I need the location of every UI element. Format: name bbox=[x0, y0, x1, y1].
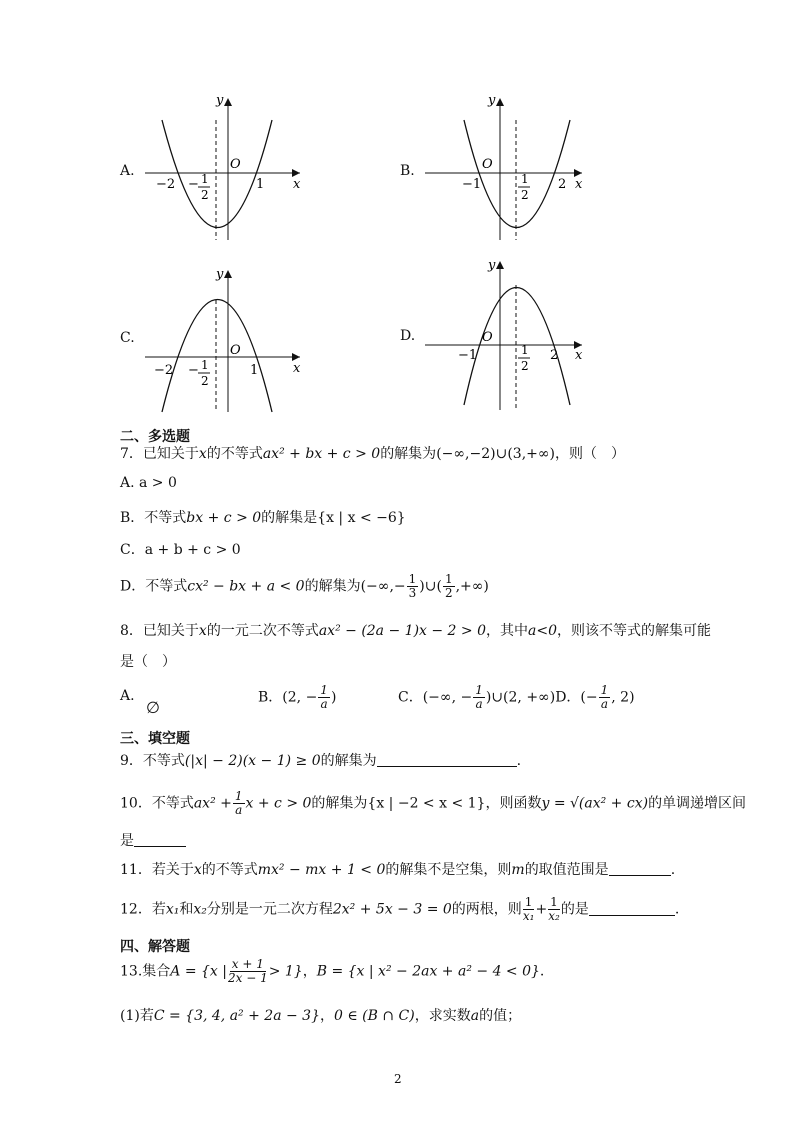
graph-d bbox=[420, 255, 600, 415]
svg-text:x: x bbox=[575, 348, 583, 363]
svg-text:O: O bbox=[230, 343, 241, 358]
graph-a bbox=[140, 90, 320, 250]
svg-text:2: 2 bbox=[550, 348, 559, 363]
question-8-stem: 8．已知关于x的一元二次不等式ax² − (2a − 1)x − 2 > 0，其中a<0，则该不等式的解集可能 bbox=[120, 623, 711, 639]
question-7-option-c: C．a + b + c > 0 bbox=[120, 542, 241, 558]
section-heading-multi: 二、多选题 bbox=[120, 429, 190, 445]
svg-text:y: y bbox=[488, 93, 496, 108]
graph-a-option: A. bbox=[120, 163, 135, 179]
svg-text:1: 1 bbox=[521, 172, 529, 186]
svg-text:x: x bbox=[293, 361, 301, 376]
section-heading-solve: 四、解答题 bbox=[120, 939, 190, 955]
svg-text:1: 1 bbox=[256, 177, 265, 192]
answer-blank[interactable] bbox=[134, 832, 186, 847]
svg-text:y: y bbox=[216, 267, 224, 282]
answer-blank[interactable] bbox=[377, 752, 517, 767]
question-7-option-d: D．不等式cx² − bx + a < 0的解集为(−∞,− $\frac{1}{3}$ )∪( $\frac{1}{2}$ ,+∞) bbox=[120, 572, 489, 600]
graph-c-option: C. bbox=[120, 330, 135, 346]
question-7-stem: 7．已知关于x的不等式ax² + bx + c > 0的解集为(−∞,−2)∪(3,+∞)，则（ ） bbox=[120, 446, 625, 462]
page-number: 2 bbox=[394, 1072, 402, 1086]
graph-d-option: D. bbox=[400, 328, 416, 344]
svg-text:O: O bbox=[482, 157, 493, 172]
question-10: 10．不等式ax² + $\frac{1}{a}$ x + c > 0的解集为{x | −2 < x < 1}，则函数y = √(ax² + cx)的单调递增区间 bbox=[120, 789, 747, 817]
question-8-option-a: A. bbox=[120, 688, 135, 704]
section-heading-fill: 三、填空题 bbox=[120, 731, 190, 747]
svg-text:−2: −2 bbox=[154, 363, 174, 378]
svg-text:2: 2 bbox=[521, 188, 529, 202]
question-8-option-b: B．(2, − $\frac{1}{a}$ ) bbox=[258, 683, 337, 711]
answer-blank[interactable] bbox=[609, 861, 671, 876]
answer-blank[interactable] bbox=[589, 901, 675, 916]
svg-text:−2: −2 bbox=[156, 177, 176, 192]
question-13-part-1: (1)若C = {3, 4, a² + 2a − 3}，0 ∈ (B ∩ C)，求实数a的值； bbox=[120, 1008, 522, 1024]
svg-text:O: O bbox=[230, 157, 241, 172]
graph-c bbox=[140, 262, 320, 422]
svg-text:1: 1 bbox=[250, 363, 259, 378]
svg-text:2: 2 bbox=[558, 177, 567, 192]
question-13-stem: 13.集合A = {x | $\frac{x + 1}{2x - 1}$ > 1}，B = {x | x² − 2ax + a² − 4 < 0}. bbox=[120, 957, 545, 985]
svg-text:−: − bbox=[188, 363, 199, 378]
question-7-option-a: A. a > 0 bbox=[120, 475, 177, 491]
svg-text:1: 1 bbox=[201, 172, 209, 186]
question-12: 12．若x₁和x₂分别是一元二次方程2x² + 5x − 3 = 0的两根，则 $\frac{1}{\text{x₁}}$ + $\frac{1}{\text{x₂}}$ 的是 . bbox=[120, 895, 680, 923]
svg-text:y: y bbox=[488, 258, 496, 273]
question-10-cont: 是 bbox=[120, 830, 186, 850]
question-11: 11．若关于x的不等式mx² − mx + 1 < 0的解集不是空集，则m的取值范围是 . bbox=[120, 862, 676, 878]
svg-text:x: x bbox=[575, 177, 583, 192]
parabola-curve bbox=[162, 120, 272, 228]
svg-text:2: 2 bbox=[521, 359, 529, 373]
graph-b-option: B. bbox=[400, 163, 415, 179]
svg-text:2: 2 bbox=[201, 374, 209, 388]
question-8-option-a-value: ∅ bbox=[146, 698, 160, 717]
svg-text:y: y bbox=[216, 93, 224, 108]
svg-text:−1: −1 bbox=[462, 177, 482, 192]
svg-text:2: 2 bbox=[201, 188, 209, 202]
graph-b bbox=[420, 90, 600, 250]
question-9: 9．不等式(|x| − 2)(x − 1) ≥ 0的解集为 . bbox=[120, 753, 522, 769]
svg-text:−: − bbox=[188, 177, 199, 192]
svg-text:1: 1 bbox=[521, 343, 529, 357]
svg-text:1: 1 bbox=[201, 358, 209, 372]
svg-text:O: O bbox=[482, 330, 493, 345]
question-8-stem-cont: 是（ ） bbox=[120, 654, 176, 670]
question-8-option-c: C．(−∞, − $\frac{1}{a}$ )∪(2, +∞)D．(− $\frac{1}{a}$ , 2) bbox=[398, 683, 635, 711]
question-7-option-b: B．不等式bx + c > 0的解集是{x | x < −6} bbox=[120, 510, 406, 526]
svg-text:x: x bbox=[293, 177, 301, 192]
svg-text:−1: −1 bbox=[458, 348, 478, 363]
